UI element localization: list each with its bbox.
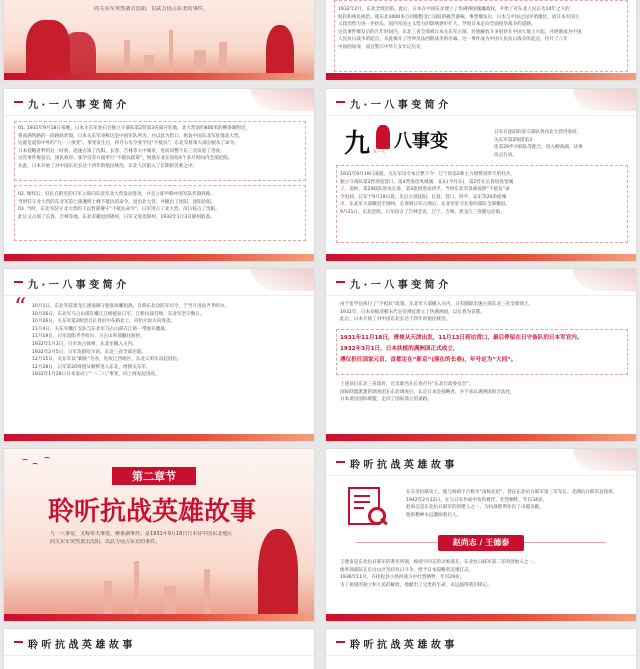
para-1-line: 日本侵略者利用这一时机，迅速占领了沈阳、长春、吉林等大中城市，进而向整个东三省发起了进攻。 [18, 148, 225, 154]
header-accent [14, 641, 23, 643]
body-line: 他率领部队在长白山区坚持抗日斗争，给予日本侵略者沉重打击。 [340, 567, 474, 573]
soldier-silhouette [266, 25, 294, 80]
bird-icon [22, 459, 28, 462]
bottom-band [4, 614, 314, 621]
para-1-line: 这就是震惊中外的“九一八事变”。事变发生后，蒋介石电令张学良“不抵抗”，东北军将领大部分服从了命令。 [18, 141, 239, 147]
side-line: 攻击行动。 [494, 152, 517, 158]
timeline-line: 11月19日，日军攻陷齐齐哈尔，马占山率部撤往海伦。 [32, 334, 145, 340]
side-line: 关东军第2师团第3 [494, 137, 533, 143]
slide-6[interactable] [326, 269, 636, 441]
soldier-icon [376, 125, 390, 149]
highlight-line: 溥仪担任国家元首，首都定在“新京”(现在的长春)，年号定为“大同”。 [340, 357, 517, 363]
event-logo [344, 123, 454, 157]
body-line: 1932年2月，东北全境沦陷。此后，日本在中国东北建立了伪满洲国傀儡政权，开始了对东北人民长达14年之久的 [338, 7, 570, 12]
para-2-line: 03. 当时，东北军驻守北大营的王以哲部遵守“不抵抗命令”，日军进占了北大营。次日侵占了沈阳。 [18, 207, 220, 213]
body-line: 为了祖国的独立和人民的解放，他献出了宝贵的生命，永远值得我们铭记。 [340, 582, 492, 588]
slide-title: 九 · 一 八 事 变 简 介 [350, 100, 449, 111]
bullet-line: 他的精神永远激励着后人。 [406, 512, 462, 518]
bottom-band [326, 614, 636, 621]
slide-header [4, 89, 314, 116]
body-line: 1936年11月，在抚松县小汤河战斗中壮烈牺牲，年仅29岁。 [340, 575, 465, 581]
bottom-band [4, 434, 314, 441]
para-1-line: 将南满铁路的一段路轨炸毁，日本关东军诬称这是中国军队所为，并以此为借口，炮轰中国东北军驻地北大营。 [18, 133, 244, 139]
slide-header [326, 89, 636, 116]
timeline-line: 1932年1月3日，日军攻占锦州，东北军撤入关内。 [32, 341, 137, 347]
header-swirl [572, 269, 636, 291]
slide-5[interactable] [4, 269, 314, 441]
body-line: 市，东北军大部撤退至锦州，长春被日军占领后，东北军驻守长春的部队全部撤退。 [340, 202, 510, 208]
body-line: 义政治势力进一步抬头，国内军国主义势力的影响逐步扩大，导致日本走向全面侵华战争的道路。 [338, 22, 536, 28]
body-line: 这次事件爆发后的几年时间内，东北三省全部被日本关东军占领，民族解放斗争很快在中国大地上兴起，并逐渐成为中国 [338, 29, 582, 35]
timeline-line: 1932年1月28日日本发动了“一·二八”事变，向上海发起进攻。 [32, 372, 160, 378]
hero-name-badge [356, 535, 606, 551]
bottom-band [326, 73, 636, 80]
slide-title: 九 · 一 八 事 变 简 介 [28, 100, 127, 111]
header-accent [336, 101, 345, 103]
header-accent [336, 281, 345, 283]
slide-10[interactable] [326, 629, 636, 669]
header-swirl [572, 449, 636, 471]
slide-title: 聆 听 抗 战 英 雄 故 事 [28, 640, 133, 651]
timeline-line: 12月28日，日军第20师团从朝鲜进入东北，增援关东军。 [32, 364, 151, 370]
body-line: 奴役和殖民统治。使东北3000多万同胞饱受亡国奴的痛苦滋味。事变爆发后，日本与中国之间矛盾激化，而日本军国主 [338, 14, 580, 20]
bird-icon [32, 463, 38, 466]
timeline-line: 10月26日，关东军第2师团自长春沿中东路北上，向哈尔滨方向进攻。 [32, 319, 176, 325]
body-line: 1931年9月19日凌晨，关东军司令本庄繁下令：辽宁的第2师主力增援到奉天的杜兵， [340, 172, 515, 177]
chapter-desc: 的关东军突然袭击沈阳，以武力侵占东北的事件。 [50, 538, 161, 545]
para-1-line: 从此，日本开始了对中国东北长达十四年的殖民统治，东北人民陷入了长期的苦难之中。 [18, 163, 198, 169]
body-line: 由于张学良执行了“不抵抗”政策，东北军大部撤入关内，日军随即迅速占领东北三省全部领土。 [340, 302, 534, 307]
header-accent [336, 641, 345, 643]
timeline-line: 11月4日，关东军嫩江支队与东北军马占山部在江桥一带展开激战。 [32, 326, 170, 332]
logo-small-text: 九一八 [373, 149, 385, 154]
logo-text: 八事变 [394, 131, 448, 152]
body-line: 上述前后东北三省政府，官员联名在长春召开“东北行政委员会”。 [340, 382, 474, 387]
body-line: 人民抗日战争的起点，从此揭开了世界反法西斯战争的序幕。这一事件成为中国人民抗日战争的起点，拉开了八年 [338, 37, 568, 43]
slide-header [326, 449, 636, 476]
timeline-line: 10月16日，东北军马占山部在嫩江江桥抵抗日军，江桥抗战打响，东北军坚守数日。 [32, 311, 205, 317]
slide-header [4, 629, 314, 656]
timeline-line: 10月1日，东北军驻黑龙江洮南镇守使张海鹏投敌，自称东北边防军司令，于当月进攻齐齐哈尔。 [32, 304, 230, 309]
slide-8[interactable] [326, 449, 636, 621]
chapter-desc: 九一八事变，又称奉天事变、柳条湖事件。是1931年9月18日日本驻中国东北地区 [50, 531, 233, 537]
document-icon [346, 485, 386, 525]
slide-7[interactable] [4, 449, 314, 621]
chapter-title: 聆听抗战英雄故事 [48, 497, 257, 527]
para-1-line: 01. 1931年9月18日夜晚，日本关东军虎石台独立守备队第2营第3连离开驻地，北大营南约800米的柳条湖附近， [18, 126, 251, 131]
quote-mark-icon: “ [14, 293, 27, 321]
timeline-line: 1932年2月5日，日军攻陷哈尔滨，东北三省全部沦陷。 [32, 349, 147, 355]
chapter-label: 第二章节 [112, 467, 196, 485]
slide-4[interactable] [326, 89, 636, 261]
slide-title: 九 · 一 八 事 变 简 介 [28, 280, 127, 291]
bottom-band [4, 73, 314, 80]
bullet-line: 在东北抗联史上，他与杨靖宇合称为“南杨北赵”，曾任东北抗日联军第三军军长、北满抗日联军总指挥。 [406, 490, 618, 495]
skyline-tower [134, 561, 139, 621]
header-swirl [572, 89, 636, 111]
body-line: 王德泰是东北抗日联军的著名将领，杨靖宇同志的亲密战友，东北抗日联军第二军的创始人之一。 [340, 560, 538, 565]
para-1-line: 这次事件爆发后，国民政府、张学良等方面奉行“不抵抗政策”，致使东北在短短4个多月时间内全部沦陷。 [18, 156, 233, 162]
para-2-line: 当时驻守北大营的东北军第七旅遵照上峰不抵抗的命令，退出北大营，并撤出了沈阳，沈阳沦陷。 [18, 199, 216, 205]
slide-1[interactable] [4, 0, 314, 80]
header-accent [14, 101, 23, 103]
para-2-line: 此后又占领了长春、吉林等地，东北军撤退到锦州，日军又进攻锦州，1932年1月3日锦州陷落。 [18, 214, 215, 220]
body-line: 日本退出国际联盟，走向了国际孤立的道路。 [340, 397, 432, 403]
body-line: 1932年，日本扶植清朝末代皇帝溥仪建立了伪满洲国，以长春为首都。 [340, 309, 485, 315]
hero-name: 赵尚志 / 王德泰 [452, 538, 510, 547]
bottom-band [4, 254, 314, 261]
bottom-band [326, 254, 636, 261]
timeline-line: 12月15日，关东军以“剿匪”为名，进攻辽西地区，东北义勇军奋起抵抗。 [32, 357, 182, 363]
slide-9[interactable] [4, 629, 314, 669]
body-line: 此后，日本开始了对中国东北长达十四年的殖民统治。 [340, 317, 451, 323]
body-line: 9月21日，东北沦陷，日军侵占了吉林全省，辽宁、吉林、黑龙江三省随后沦陷。 [340, 209, 505, 215]
header-accent [14, 281, 23, 283]
body-line: 令退却。日军于9月19日晨，先后占领沈阳、长春、营口、四平、安东等20余座城 [340, 194, 507, 200]
para-2-line: 02. 爆炸后，驻扎在附近的日军立即向东北军北大营发动进攻，并且立即声称中国军队炸毁铁路， [18, 192, 216, 197]
highlight-line: 1932年3月1日，日本扶植的满洲国正式成立， [340, 346, 459, 352]
body-line: 国际联盟派遣的调查团在东北调查后，认定日本是侵略者，并不承认满洲国的合法性， [340, 389, 515, 395]
body-line: 独立守备队第3营进攻营口、第4营进攻凤凰城、安东(今丹东)，第2营在长春进攻宽城 [340, 179, 514, 185]
slide-title: 聆 听 抗 战 英 雄 故 事 [350, 460, 455, 471]
body-line: 子、南岭，第29联队进攻长春，第3旅团进攻四平。当时东北军各部按照“不抵抗”命 [340, 187, 510, 193]
slide-header [326, 269, 636, 296]
slide-header [4, 269, 314, 296]
bullet-line: 赵尚志是东北抗日联军的创建人之一，为抗战胜利作出了卓越贡献。 [406, 505, 544, 511]
bird-icon [44, 457, 50, 460]
header-accent [336, 461, 345, 463]
slide-3[interactable] [4, 89, 314, 261]
slide-title: 聆 听 抗 战 英 雄 故 事 [350, 640, 455, 651]
body-line: 中国的屈辱，而且警示中华儿女牢记历史 [338, 44, 421, 50]
logo-char-nine: 九 [344, 129, 371, 159]
header-swirl [250, 269, 314, 291]
bottom-band [326, 434, 636, 441]
cover-text: 的关东军突然袭击沈阳，以武力侵占东北的事件。 [94, 6, 209, 12]
bullet-line: 1942年2月12日，在与日军作战中负伤被俘，壮烈牺牲，年仅34岁。 [406, 497, 548, 503]
side-line: 日军在沈阳的驻守部队各向北大营进发时， [494, 130, 582, 135]
slide-header [326, 629, 636, 656]
slide-2[interactable] [326, 0, 636, 80]
highlight-line: 1931年11月18日，滑坡从天津出发，11月13日到达营口，最后停留在日守备队的日本军官内。 [340, 335, 583, 341]
header-swirl [250, 89, 314, 111]
slide-title: 九 · 一 八 事 变 简 介 [350, 280, 449, 291]
side-line: 连第29步兵联队等配合，进入柳条湖，从事 [494, 145, 583, 151]
